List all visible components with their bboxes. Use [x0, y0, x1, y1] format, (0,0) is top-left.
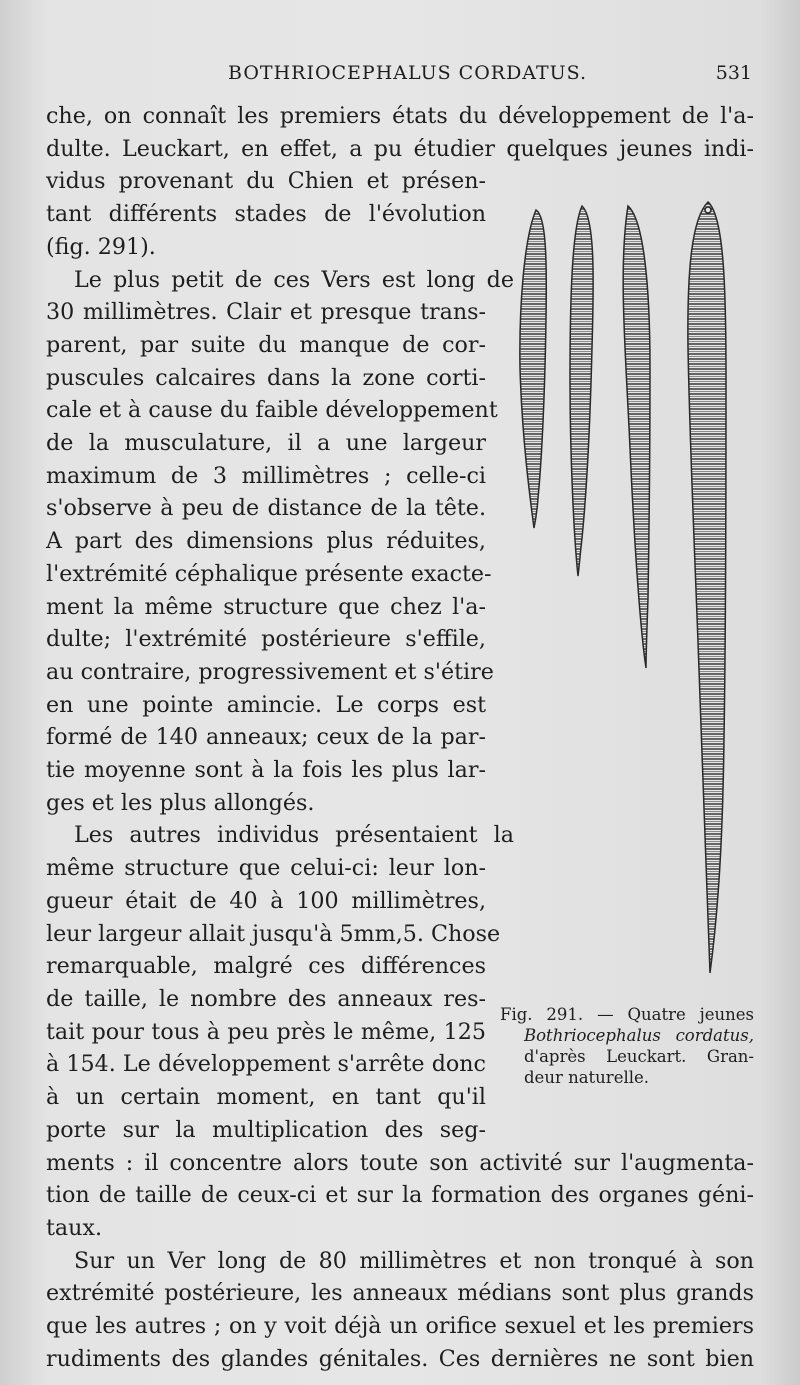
text-line: ges et les plus allongés. — [46, 789, 315, 816]
text-line: en une pointe amincie. Le corps est — [46, 691, 486, 718]
text-line: extrémité postérieure, les anneaux médians sont plus grands — [46, 1280, 754, 1307]
text-line: parent, par suite du manque de cor- — [46, 331, 486, 358]
text-line: Le plus petit de ces Vers est long de — [74, 266, 514, 293]
text-line: 30 millimètres. Clair et presque trans- — [46, 299, 486, 326]
text-line: tie moyenne sont à la fois les plus lar- — [46, 757, 486, 784]
text-line: l'extrémité céphalique présente exacte- — [46, 560, 492, 587]
text-line: gueur était de 40 à 100 millimètres, — [46, 887, 486, 914]
text-line: de taille, le nombre des anneaux res- — [46, 985, 486, 1012]
caption-text: — Quatre jeunes — [597, 1005, 754, 1024]
text-line: tant différents stades de l'évolution — [46, 201, 486, 228]
tapeworm-illustration — [500, 198, 750, 978]
text-line: porte sur la multiplication des seg- — [46, 1116, 486, 1143]
page-header — [0, 62, 800, 86]
paragraph-4 — [46, 1245, 754, 1376]
text-line: même structure que celui-ci: leur lon- — [46, 855, 486, 882]
text-line: (fig. 291). — [46, 233, 156, 260]
caption-species: Bothriocephalus cordatus, — [524, 1026, 754, 1045]
text-line: puscules calcaires dans la zone corti- — [46, 364, 486, 391]
text-line: taux. — [46, 1214, 102, 1241]
worm-3 — [623, 206, 650, 668]
worm-4 — [688, 202, 726, 973]
text-line: à 154. Le développement s'arrête donc — [46, 1051, 486, 1078]
page-number: 531 — [715, 62, 752, 84]
text-line: A part des dimensions plus réduites, — [46, 528, 486, 555]
figure-caption — [500, 1004, 754, 1088]
text-line: au contraire, progressivement et s'étire — [46, 658, 494, 685]
figure-number: Fig. 291. — [500, 1005, 584, 1024]
text-line: à un certain moment, en tant qu'il — [46, 1084, 486, 1111]
text-line: maximum de 3 millimètres ; celle-ci — [46, 462, 486, 489]
caption-end: deur naturelle. — [524, 1068, 650, 1087]
text-line: leur largeur allait jusqu'à 5mm,5. Chose — [46, 920, 501, 947]
worm-2 — [570, 206, 593, 576]
text-line: que les autres ; on y voit déjà un orifice sexuel et les premiers — [46, 1313, 754, 1340]
text-line: rudiments des glandes génitales. Ces dernières ne sont bien — [46, 1345, 754, 1372]
worm-1 — [520, 210, 546, 528]
scolex-mark — [705, 207, 711, 213]
text-line: de la musculature, il a une largeur — [46, 430, 486, 457]
text-line: Les autres individus présentaient la — [74, 822, 514, 849]
caption-source: d'après Leuckart. Gran- — [524, 1047, 754, 1066]
text-line: cale et à cause du faible développement — [46, 397, 498, 424]
text-line: dulte; l'extrémité postérieure s'effile, — [46, 626, 486, 653]
text-line: dulte. Leuckart, en effet, a pu étudier quelques jeunes indi- — [46, 135, 754, 162]
text-line: ments : il concentre alors toute son activité sur l'augmenta- — [46, 1149, 754, 1176]
text-line: formé de 140 anneaux; ceux de la par- — [46, 724, 486, 751]
text-line: ment la même structure que chez l'a- — [46, 593, 486, 620]
text-line: tait pour tous à peu près le même, 125 — [46, 1018, 486, 1045]
figure-291 — [500, 198, 750, 978]
text-line: s'observe à peu de distance de la tête. — [46, 495, 486, 522]
text-line: tion de taille de ceux-ci et sur la formation des organes géni- — [46, 1182, 754, 1209]
text-line: Sur un Ver long de 80 millimètres et non tronqué à son — [74, 1247, 754, 1274]
running-title: BOTHRIOCEPHALUS CORDATUS. — [228, 62, 588, 84]
text-line: vidus provenant du Chien et présen- — [46, 168, 486, 195]
text-line: che, on connaît les premiers états du développement de l'a- — [46, 103, 754, 129]
text-line: remarquable, malgré ces différences — [46, 953, 486, 980]
